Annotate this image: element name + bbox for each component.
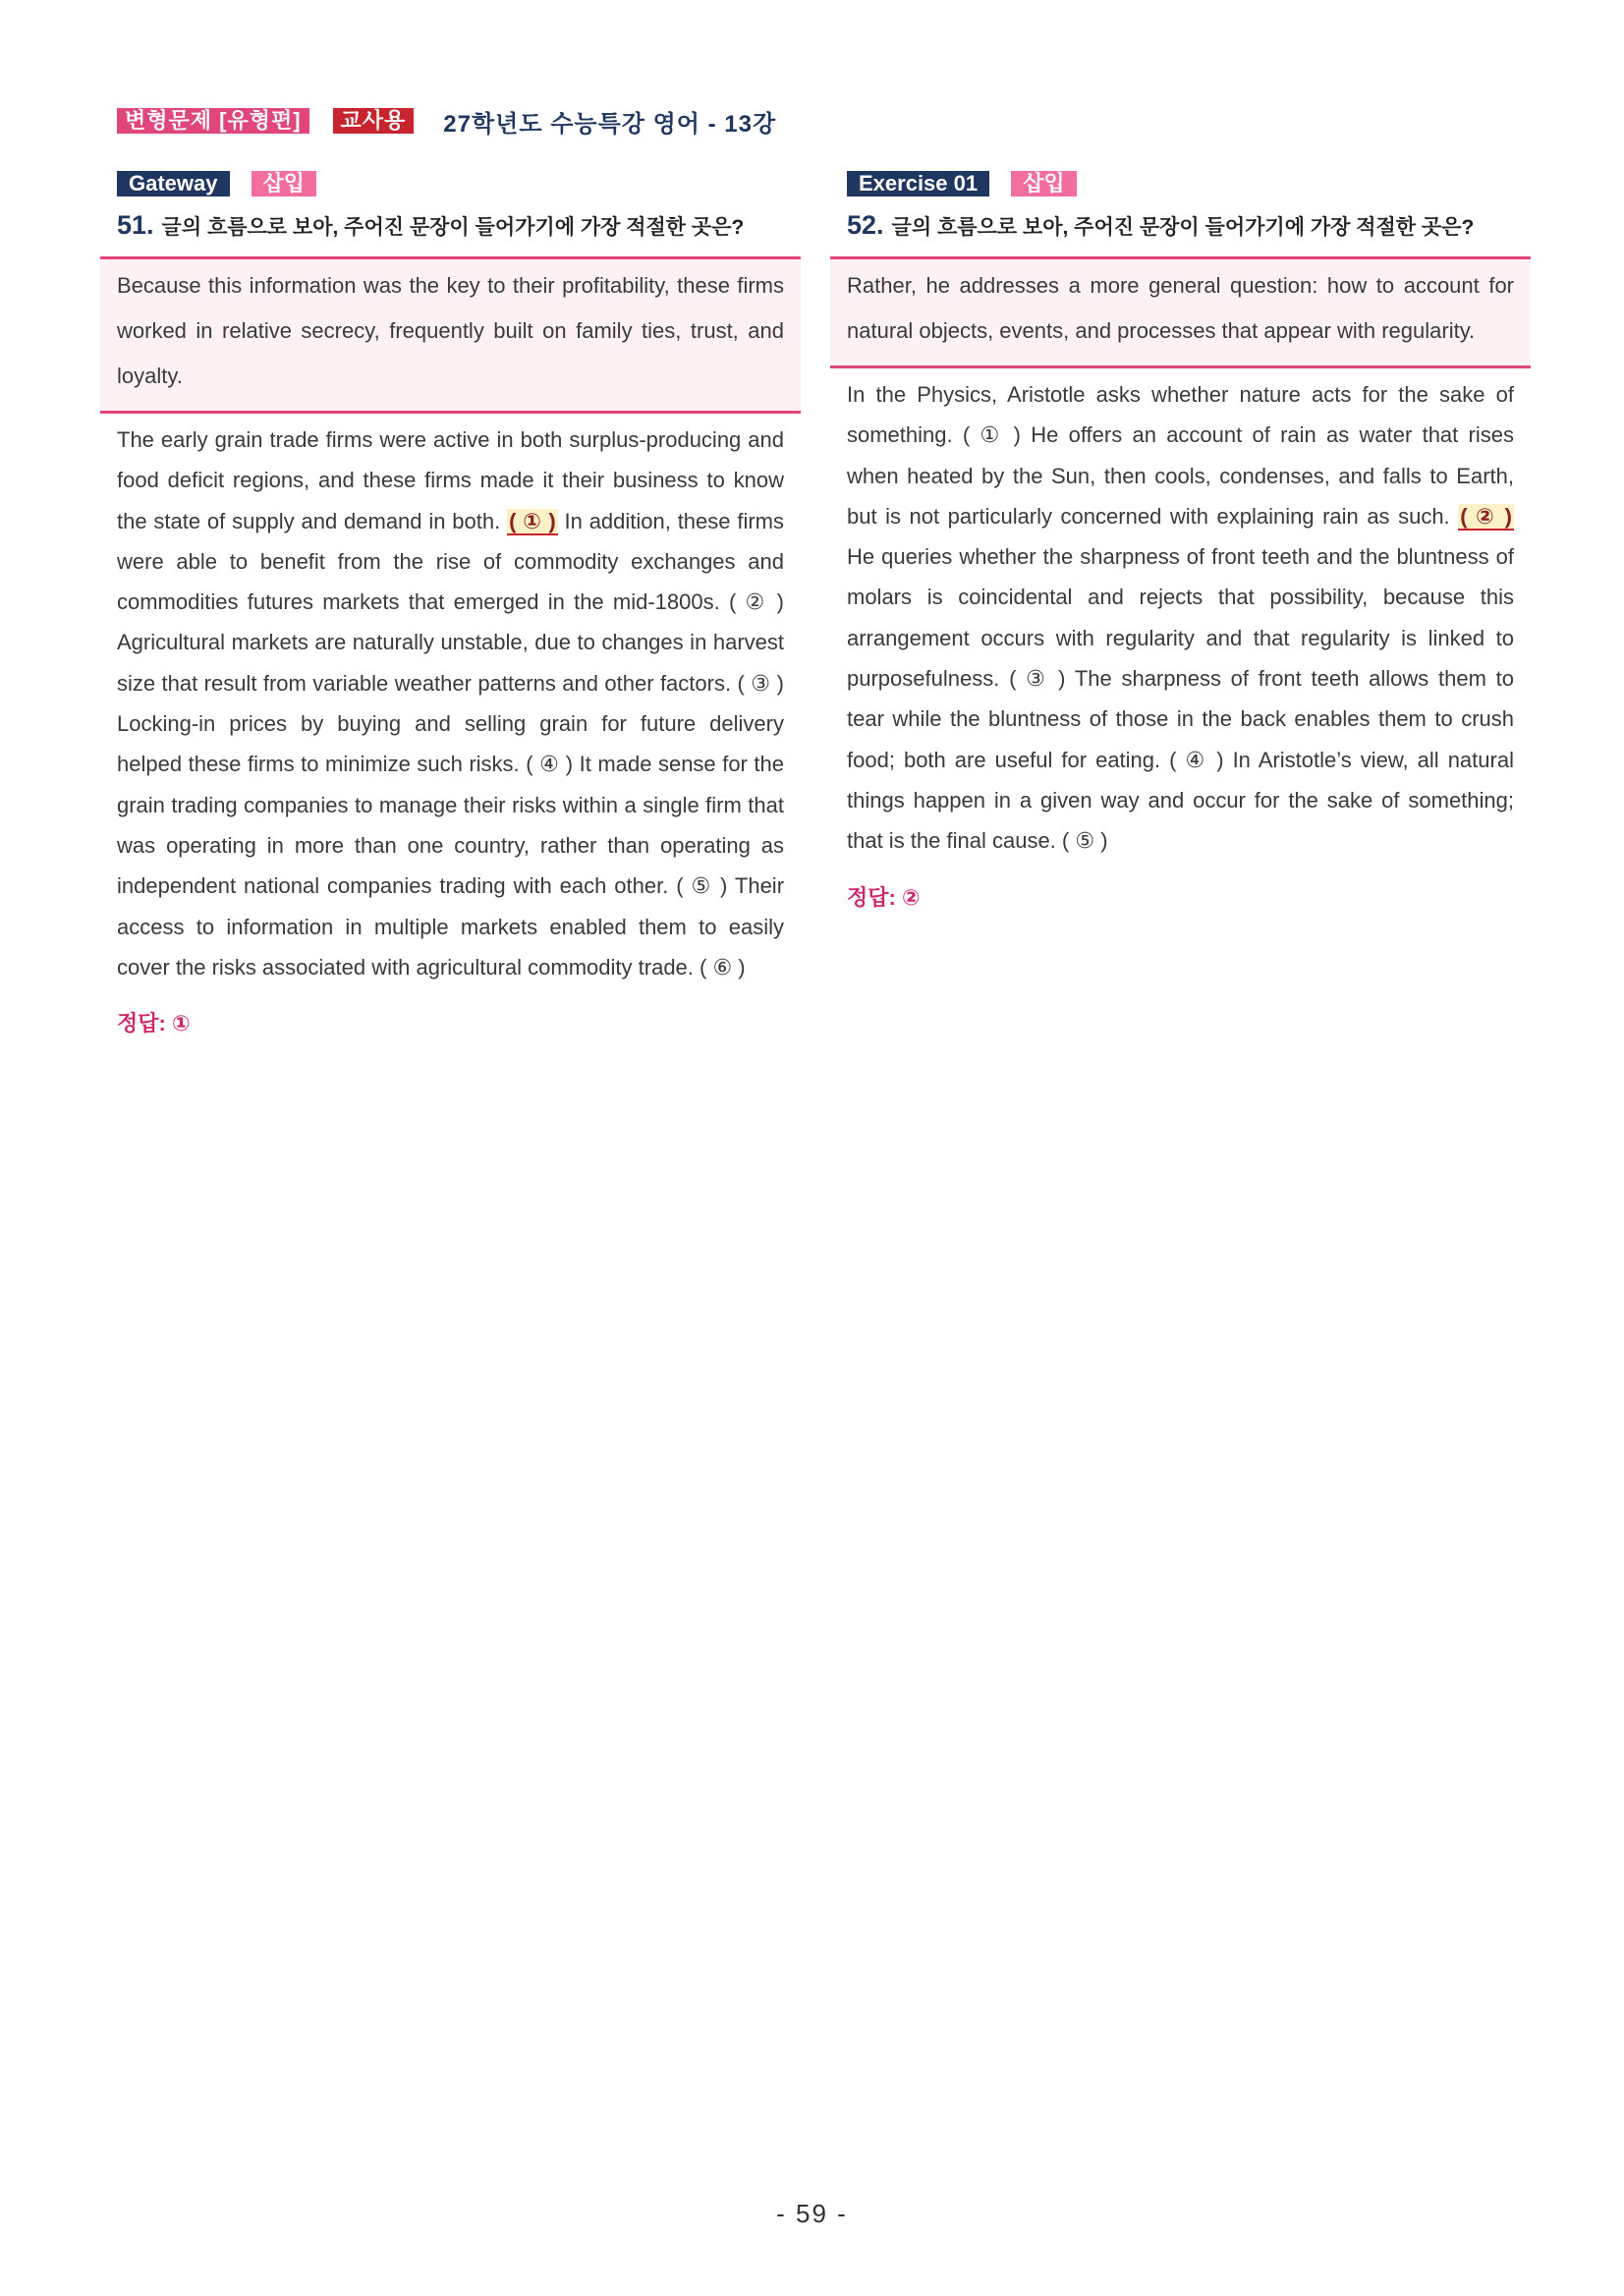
insertion-point-4: ( ④ ) (1169, 747, 1224, 772)
passage (830, 368, 1531, 862)
answer-line (100, 1007, 801, 1037)
given-sentence: Rather, he addresses a more general question: how to account for natural objects, events, and processes that appear with regularity. (847, 273, 1514, 343)
answer-label: 정답: (847, 884, 896, 910)
question-text: 글의 흐름으로 보아, 주어진 문장이 들어가기에 가장 적절한 곳은? (891, 216, 1475, 239)
passage-segment: Their access to information in multiple markets enabled them to easily cover the risks associated with agricultural commodity trade. (117, 873, 785, 980)
exercise-column (830, 171, 1531, 912)
answer-line (830, 881, 1531, 912)
insertion-point-6: ( ⑥ ) (700, 954, 746, 980)
section-label: Gateway (117, 171, 230, 196)
passage-segment: In the Physics, Aristotle asks whether nature acts for the sake of something. (847, 382, 1514, 448)
answer-value: ② (901, 884, 921, 910)
insertion-point-1: ( ① ) (509, 508, 556, 533)
question-type-label: 삽입 (252, 171, 317, 196)
teacher-edition-badge: 교사용 (333, 108, 415, 134)
insertion-point-1: ( ① ) (962, 422, 1021, 448)
passage-segment: He offers an account of rain as water that rises when heated by the Sun, then cools, condenses, and falls to Earth, but is not particularly concerned with explaining rain as such. (847, 422, 1514, 529)
question-type-label: 삽입 (1011, 171, 1077, 196)
section-label-row (100, 171, 801, 196)
passage-segment: The sharpness of front teeth allows them to tear while the bluntness of those in the back enables them to crush food; both are useful for eating. (847, 666, 1514, 772)
page-title: 27학년도 수능특강 영어 - 13강 (443, 110, 777, 138)
passage (100, 414, 801, 987)
given-sentence: Because this information was the key to their profitability, these firms worked in relative secrecy, frequently built on family ties, trust, and loyalty. (117, 273, 784, 388)
passage-segment: In addition, these firms were able to benefit from the rise of commodity exchanges and commodities futures markets that emerged in the mid-1800s. (117, 508, 784, 615)
insertion-point-5: ( ⑤ ) (1061, 828, 1108, 854)
question-prompt (100, 206, 795, 247)
question-prompt (830, 206, 1525, 247)
question-number: 51. (117, 210, 154, 240)
insertion-point-2: ( ② ) (728, 589, 784, 615)
answer-value: ① (171, 1011, 191, 1036)
section-label: Exercise 01 (847, 171, 989, 196)
gateway-column (100, 171, 801, 1037)
section-label-row (830, 171, 1531, 196)
insertion-point-3: ( ③ ) (737, 670, 784, 696)
passage-segment: He queries whether the sharpness of front teeth and the bluntness of molars is coincidental and rejects that possibility, because this arrangement occurs with regularity and that regularity is linked to purposefulness. (847, 544, 1514, 692)
passage-segment: Agricultural markets are naturally unstable, due to changes in harvest size that result from variable weather patterns and other factors. (117, 630, 784, 696)
passage-segment: It made sense for the grain trading companies to manage their risks within a single firm that was operating in more than one country, rather than operating as independent national companies trading with each other. (117, 752, 784, 899)
passage-segment: In Aristotle’s view, all natural things happen in a given way and occur for the sake of something; that is the final cause. (847, 747, 1514, 854)
passage-segment: The early grain trade firms were active in both surplus-producing and food deficit regions, and these firms made it their business to know the state of supply and demand in both. (117, 427, 784, 533)
insertion-point-4: ( ④ ) (526, 752, 574, 777)
question-number: 52. (847, 210, 884, 240)
answer-label: 정답: (117, 1011, 166, 1036)
question-text: 글의 흐름으로 보아, 주어진 문장이 들어가기에 가장 적절한 곳은? (161, 216, 745, 239)
insertion-point-5: ( ⑤ ) (676, 873, 728, 899)
given-sentence-box (830, 256, 1531, 368)
passage-segment: Locking-in prices by buying and selling grain for future delivery helped these firms to minimize such risks. (117, 711, 784, 777)
page-number: - 59 - (776, 2199, 848, 2228)
given-sentence-box (100, 256, 801, 414)
page-header (117, 103, 776, 139)
insertion-point-3: ( ③ ) (1009, 666, 1066, 692)
insertion-point-2: ( ② ) (1460, 503, 1512, 529)
problem-type-badge: 변형문제 [유형편] (117, 108, 309, 134)
